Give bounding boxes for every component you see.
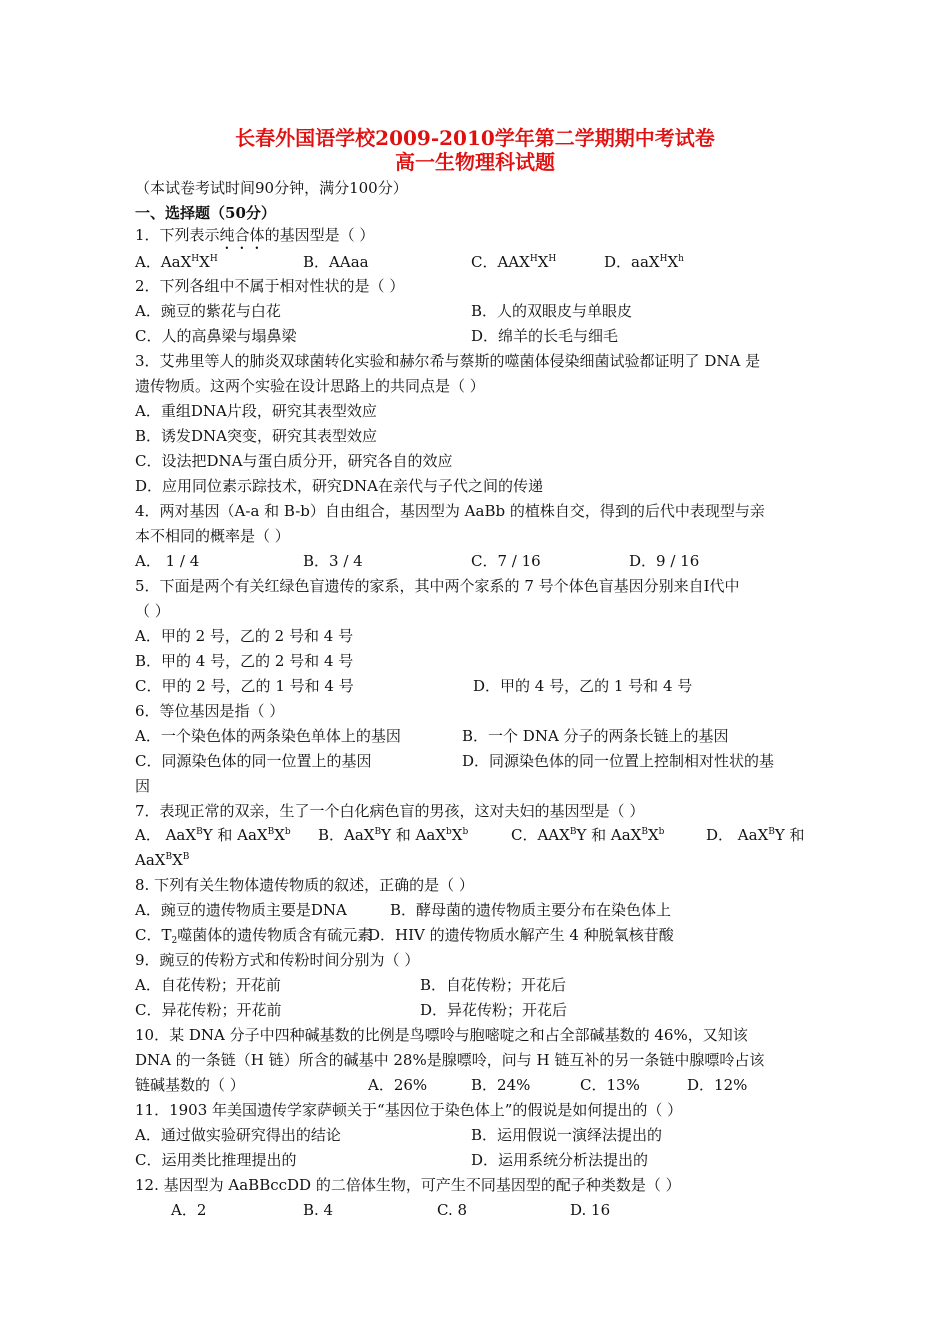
question-7-stem: 7．表现正常的双亲，生了一个白化病色盲的男孩，这对夫妇的基因型是（ ） [135,802,645,820]
section-heading: 一、选择题（50分） [135,204,276,222]
q8-option-d: D．HIV 的遗传物质水解产生 4 种脱氧核苷酸 [368,926,674,944]
q2-option-b: B．人的双眼皮与单眼皮 [471,302,633,320]
q12-option-d: D. 16 [570,1201,611,1219]
question-9-stem: 9．豌豆的传粉方式和传粉时间分别为（ ） [135,951,420,969]
q6-option-d: D．同源染色体的同一位置上控制相对性状的基 [462,752,775,770]
q8-option-c: C．$T_2$噬菌体的遗传物质含有硫元素 [135,926,373,946]
q10-option-c: C．13% [580,1076,640,1094]
q1-option-d: D．$aaX^HX^h$ [604,253,684,271]
q10-option-b: B．24% [471,1076,531,1094]
q4-option-c: C．7 / 16 [471,552,541,570]
q1-stem-post: 的基因型是（ ） [264,226,375,244]
q6-option-d-cont: 因 [135,777,151,795]
q11-option-c: C．运用类比推理提出的 [135,1151,297,1169]
q3-option-a: A．重组DNA片段，研究其表型效应 [135,402,377,420]
q5-option-a: A．甲的 2 号，乙的 2 号和 4 号 [135,627,354,645]
q5-option-c: C．甲的 2 号，乙的 1 号和 4 号 [135,677,354,695]
q7-option-b: B．AaX$^B$Y 和 $AaX^bX^b$ [318,826,469,844]
q12-option-b: B. 4 [303,1201,334,1219]
q2-option-d: D．绵羊的长毛与细毛 [471,327,619,345]
q1-option-a: A．$AaX^HX^H$ [135,253,218,271]
q9-option-b: B．自花传粉；开花后 [420,976,567,994]
q4-option-a: A． 1 / 4 [135,552,200,570]
q9-option-a: A．自花传粉；开花前 [135,976,281,994]
question-3-stem-line1: 3．艾弗里等人的肺炎双球菌转化实验和赫尔希与蔡斯的噬菌体侵染细菌试验都证明了 DNA 是 [135,352,761,370]
q5-option-d: D．甲的 4 号，乙的 1 号和 4 号 [473,677,693,695]
q3-option-d: D．应用同位素示踪技术，研究DNA在亲代与子代之间的传递 [135,477,544,495]
exam-subtitle: 高一生物理科试题 [395,150,555,174]
q1-stem-emphasis: 纯合体 [219,226,265,244]
q1-option-c: C．$AAX^HX^H$ [471,253,557,271]
q2-option-a: A．豌豆的紫花与白花 [135,302,281,320]
q11-option-b: B．运用假说一演绎法提出的 [471,1126,663,1144]
q8-option-b: B．酵母菌的遗传物质主要分布在染色体上 [390,901,672,919]
q11-option-d: D．运用系统分析法提出的 [471,1151,649,1169]
question-10-stem-line3: 链碱基数的（ ） [135,1076,245,1094]
q9-option-d: D．异花传粉；开花后 [420,1001,568,1019]
q10-option-d: D．12% [687,1076,748,1094]
question-3-stem-line2: 遗传物质。这两个实验在设计思路上的共同点是（ ） [135,377,485,395]
q1-option-b: B．AAaa [303,253,369,271]
q11-option-a: A．通过做实验研究得出的结论 [135,1126,341,1144]
q8-option-a: A．豌豆的遗传物质主要是DNA [135,901,347,919]
question-2-stem: 2．下列各组中不属于相对性状的是（ ） [135,277,405,295]
question-8-stem: 8. 下列有关生物体遗传物质的叙述，正确的是（ ） [135,876,474,894]
question-12-stem: 12. 基因型为 AaBBccDD 的二倍体生物，可产生不同基因型的配子种类数是（ ） [135,1176,681,1194]
question-4-stem-line2: 本不相同的概率是（ ） [135,527,290,545]
question-10-stem-line2: DNA 的一条链（H 链）所含的碱基中 28%是腺嘌呤，问与 H 链互补的另一条链中腺嘌呤占该 [135,1051,765,1069]
q6-option-c: C．同源染色体的同一位置上的基因 [135,752,372,770]
q7-option-d-cont: $AaX^BX^B$ [135,851,190,869]
q10-option-a: A．26% [368,1076,428,1094]
q7-option-d: D． AaX$^B$Y 和 [706,826,805,844]
question-11-stem: 11．1903 年美国遗传学家萨顿关于“基因位于染色体上”的假说是如何提出的（ ） [135,1101,683,1119]
q9-option-c: C．异花传粉；开花前 [135,1001,282,1019]
exam-note: （本试卷考试时间90分钟，满分100分） [135,179,408,197]
question-5-stem-line1: 5．下面是两个有关红绿色盲遗传的家系，其中两个家系的 7 号个体色盲基因分别来自Ⅰ代中 [135,577,740,595]
q6-option-a: A．一个染色体的两条染色单体上的基因 [135,727,401,745]
question-5-stem-line2: （ ） [135,602,170,620]
question-4-stem-line1: 4．两对基因（A-a 和 B-b）自由组合，基因型为 AaBb 的植株自交，得到的后代中表现型与亲 [135,502,765,520]
q4-option-b: B．3 / 4 [303,552,363,570]
q3-option-b: B．诱发DNA突变，研究其表型效应 [135,427,378,445]
q5-option-b: B．甲的 4 号，乙的 2 号和 4 号 [135,652,354,670]
q6-option-b: B．一个 DNA 分子的两条长链上的基因 [462,727,729,745]
q3-option-c: C．设法把DNA与蛋白质分开，研究各自的效应 [135,452,453,470]
question-10-stem-line1: 10．某 DNA 分子中四种碱基数的比例是鸟嘌呤与胞嘧啶之和占全部碱基数的 46%，又知该 [135,1026,748,1044]
q4-option-d: D．9 / 16 [629,552,700,570]
q2-option-c: C．人的高鼻梁与塌鼻梁 [135,327,297,345]
q7-option-a: A． AaX$^B$Y 和 $AaX^BX^b$ [135,826,291,844]
question-1-stem [135,225,374,253]
q12-option-c: C. 8 [437,1201,468,1219]
q12-option-a: A．2 [171,1201,207,1219]
q1-stem-pre: 1．下列表示 [135,226,220,244]
exam-title: 长春外国语学校2009-2010学年第二学期期中考试卷 [235,126,715,150]
question-6-stem: 6．等位基因是指（ ） [135,702,285,720]
q7-option-c: C．$AAX^BY$ 和 $AaX^BX^b$ [511,826,665,844]
